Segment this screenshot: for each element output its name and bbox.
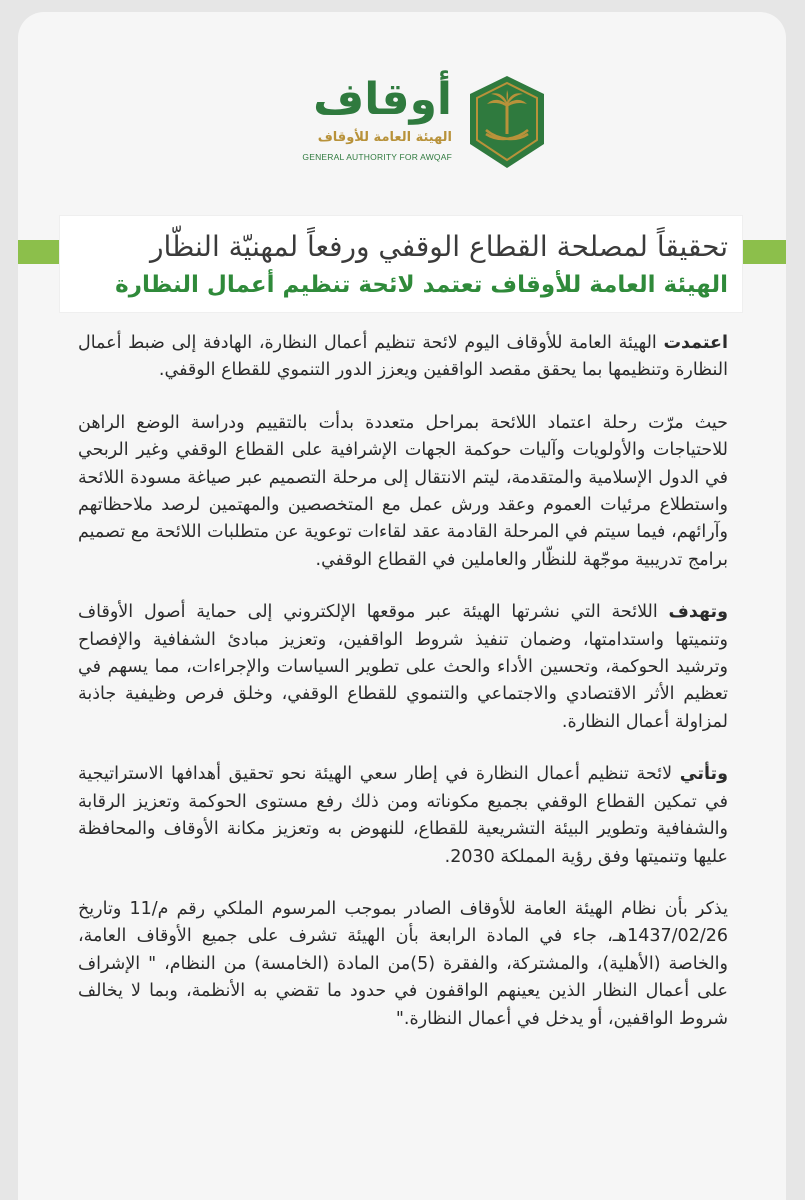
palm-swords-emblem-icon xyxy=(466,74,548,170)
article-body xyxy=(78,330,728,1058)
paragraph-lead-word: وتهدف xyxy=(668,602,728,623)
paragraph-lead-word: اعتمدت xyxy=(663,333,728,353)
headline-title: الهيئة العامة للأوقاف تعتمد لائحة تنظيم أعمال النظارة xyxy=(115,272,728,298)
paragraph-text: حيث مرّت رحلة اعتماد اللائحة بمراحل متعددة بدأت بالتقييم ودراسة الوضع الراهن للاحتياجات والأولويات وآليات حوكمة الجهات الإشرافية على القطاع الوقفي وغير الربحي في الدول الإسلامية والمتقدمة، ليتم الانتقال إلى مرحلة التصميم عبر صياغة مسودة اللائحة واستطلاع مرئيات العموم وعقد ورش عمل مع المتخصصين والمهتمين لرصد ملاحظاتهم وآرائهم، فيما سيتم في المرحلة القادمة عقد لقاءات توعوية عن متطلبات اللائحة مع تصميم برامج تدريبية موجّهة للنظّار والعاملين في القطاع الوقفي. xyxy=(78,412,728,570)
awqaf-logo xyxy=(288,68,548,178)
logo-subtitle: الهيئة العامة للأوقاف xyxy=(317,130,452,145)
paragraph xyxy=(78,599,728,736)
document-page xyxy=(18,12,786,1200)
accent-band-right xyxy=(742,240,786,264)
paragraph-text: يذكر بأن نظام الهيئة العامة للأوقاف الصادر بموجب المرسوم الملكي رقم م/11 وتاريخ 1437/02/26هـ، جاء في المادة الرابعة بأن الهيئة تشرف على جميع الأوقاف العامة، والخاصة (الأهلية)، والمشتركة، والفقرة (5)من المادة (الخامسة) من النظام، " الإشراف على أعمال النظار الذين يعينهم الواقفون في حدود ما تقضي به الأنظمة، وبما لا يخالف شروط الواقفين، أو يدخل في أعمال النظارة." xyxy=(78,898,728,1029)
paragraph xyxy=(78,330,728,385)
paragraph-lead-word: وتأتي xyxy=(679,764,728,785)
logo-wordmark: أوقاف xyxy=(313,74,452,125)
accent-band-left xyxy=(18,240,62,264)
paragraph-text: الهيئة العامة للأوقاف اليوم لائحة تنظيم أعمال النظارة، الهادفة إلى ضبط أعمال النظارة وتنظيمها بما يحقق مقصد الواقفين ويعزز الدور التنموي للقطاع الوقفي. xyxy=(78,333,728,381)
paragraph xyxy=(78,761,728,871)
paragraph-text: لائحة تنظيم أعمال النظارة في إطار سعي الهيئة نحو تحقيق أهدافها الاستراتيجية في تمكين القطاع الوقفي بجميع مكوناته ومن ذلك رفع مستوى الحوكمة وتعزيز الرقابة والشفافية وتطوير البيئة التشريعية للقطاع، للنهوض به وتعزيز مكانة الأوقاف والمحافظة عليها وتنميتها وفق رؤية المملكة 2030. xyxy=(78,764,728,867)
headline-kicker: تحقيقاً لمصلحة القطاع الوقفي ورفعاً لمهنيّة النظّار xyxy=(149,230,728,263)
paragraph xyxy=(78,896,728,1033)
logo-english-name: GENERAL AUTHORITY FOR AWQAF xyxy=(302,152,452,162)
paragraph xyxy=(78,410,728,574)
paragraph-text: اللائحة التي نشرتها الهيئة عبر موقعها الإلكتروني إلى حماية أصول الأوقاف وتنميتها واستدامتها، وضمان تنفيذ شروط الواقفين، وتعزيز مبادئ الشفافية والإفصاح وترشيد الحوكمة، وتحسين الأداء والحث على تطوير السياسات والإجراءات، مما يسهم في تعظيم الأثر الاقتصادي والاجتماعي والتنموي للقطاع الوقفي، وخلق فرص وظيفية جاذبة لمزاولة أعمال النظارة. xyxy=(78,602,728,732)
headline-box xyxy=(60,216,742,312)
